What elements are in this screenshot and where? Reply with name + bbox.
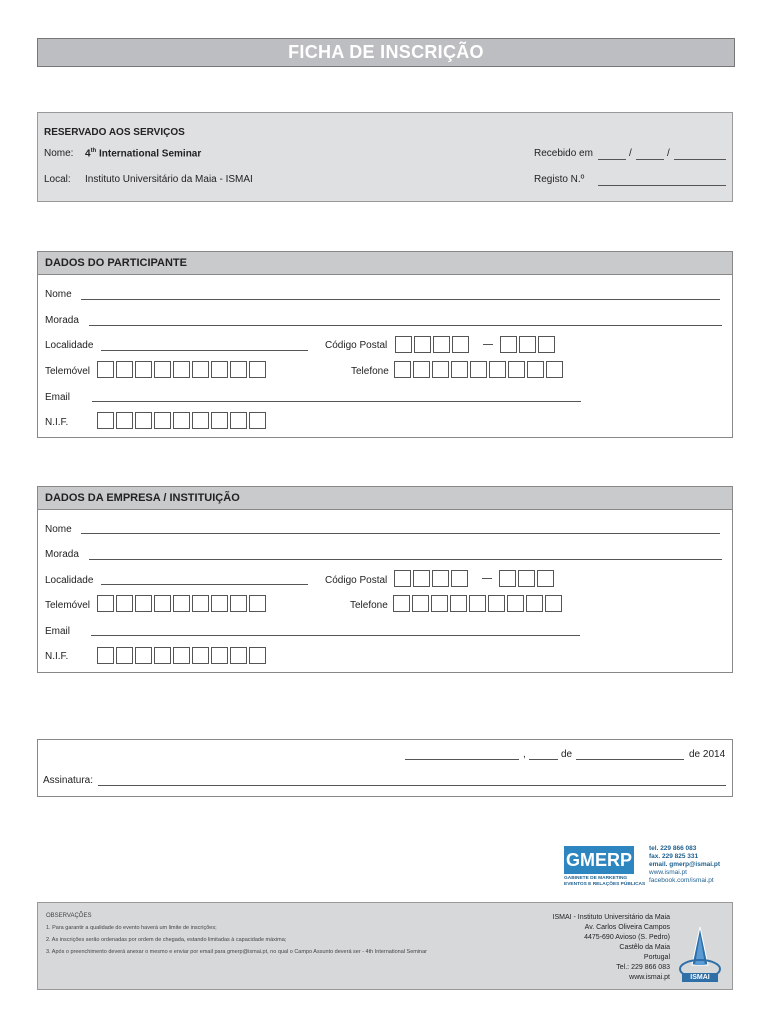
participante-nome-field[interactable] [81, 299, 720, 300]
empresa-email-field[interactable] [91, 635, 580, 636]
empresa-section [37, 486, 733, 673]
gmerp-facebook[interactable]: facebook.com/ismai.pt [649, 877, 714, 884]
empresa-heading: DADOS DA EMPRESA / INSTITUIÇÃO [38, 487, 732, 510]
reserved-nome-value: 4th International Seminar [85, 148, 202, 160]
empresa-telemovel-label: Telemóvel [45, 600, 91, 611]
gmerp-logo-subtitle: GABINETE DE MARKETING EVENTOS E RELAÇÕES PÚBLICAS [564, 876, 646, 887]
footer [37, 902, 733, 990]
participante-nome-label: Nome [45, 289, 72, 300]
registo-label: Registo N.º [534, 174, 585, 185]
signature-place-field[interactable] [405, 759, 519, 760]
signature-section [37, 739, 733, 797]
empresa-cp-boxes-1[interactable] [394, 570, 468, 587]
reserved-local-value: Instituto Universitário da Maia - ISMAI [85, 174, 253, 185]
participante-telemovel-label: Telemóvel [45, 366, 91, 377]
reserved-heading: RESERVADO AOS SERVIÇOS [44, 127, 185, 138]
empresa-telemovel-boxes[interactable] [97, 595, 266, 612]
empresa-telefone-boxes[interactable] [393, 595, 562, 612]
signature-day-field[interactable] [529, 759, 558, 760]
participante-localidade-label: Localidade [45, 340, 94, 351]
empresa-morada-field[interactable] [89, 559, 722, 560]
empresa-nif-label: N.I.F. [45, 651, 69, 662]
empresa-telefone-label: Telefone [350, 600, 388, 611]
gmerp-email[interactable]: email. gmerp@ismai.pt [649, 861, 720, 868]
empresa-nif-boxes[interactable] [97, 647, 266, 664]
participante-email-label: Email [45, 392, 71, 403]
gmerp-contacts [649, 845, 720, 885]
participante-cp-label: Código Postal [325, 340, 388, 351]
empresa-email-label: Email [45, 626, 71, 637]
participante-nif-label: N.I.F. [45, 417, 69, 428]
date-slash-1: / [629, 148, 632, 159]
participante-cp-boxes-1[interactable] [395, 336, 469, 353]
empresa-localidade-label: Localidade [45, 575, 94, 586]
empresa-cp-label: Código Postal [325, 575, 388, 586]
reserved-local-label: Local: [44, 174, 71, 185]
signature-comma: , [523, 749, 526, 760]
cp-dash [482, 578, 492, 579]
registo-field[interactable] [598, 185, 726, 186]
gmerp-web[interactable]: www.ismai.pt [649, 869, 687, 876]
signature-de-label: de [561, 749, 573, 760]
obs-item-1: 1. Para garantir a qualidade do evento haverá um limite de inscrições; [46, 925, 217, 931]
participante-section [37, 251, 733, 438]
ismai-logo-text: ISMAI [690, 974, 710, 981]
page-title: FICHA DE INSCRIÇÃO [37, 38, 735, 67]
reserved-section [37, 112, 733, 202]
gmerp-logo: GMERP [564, 846, 634, 874]
empresa-cp-boxes-2[interactable] [499, 570, 554, 587]
cp-dash [483, 344, 493, 345]
assinatura-field[interactable] [98, 785, 726, 786]
signature-month-field[interactable] [576, 759, 684, 760]
obs-item-2: 2. As inscrições serão ordenadas por ordem de chegada, estando limitadas à capacidade máxima; [46, 937, 287, 943]
assinatura-label: Assinatura: [43, 775, 94, 786]
signature-year-label: de 2014 [689, 749, 726, 760]
ismai-address: ISMAI - Instituto Universitário da Maia Av. Carlos Oliveira Campos 4475-690 Avioso (S. Pedro) Castêlo da Maia Portugal Tel.: 229 866 083 www.ismai.pt [552, 914, 670, 981]
gmerp-fax: fax. 229 825 331 [649, 853, 699, 860]
recebido-day-field[interactable] [598, 159, 626, 160]
participante-localidade-field[interactable] [101, 350, 308, 351]
gmerp-tel: tel. 229 866 083 [649, 845, 697, 852]
recebido-year-field[interactable] [674, 159, 726, 160]
obs-item-3: 3. Após o preenchimento deverá anexar o mesmo e enviar por email para gmerp@ismai.pt, no qual o Campo Assunto deverá ser - 4th International Seminar [46, 949, 428, 955]
participante-morada-field[interactable] [89, 325, 722, 326]
participante-telemovel-boxes[interactable] [97, 361, 266, 378]
date-slash-2: / [667, 148, 670, 159]
participante-email-field[interactable] [92, 401, 581, 402]
participante-telefone-boxes[interactable] [394, 361, 563, 378]
participante-cp-boxes-2[interactable] [500, 336, 555, 353]
empresa-nome-field[interactable] [81, 533, 720, 534]
reserved-nome-label: Nome: [44, 148, 74, 159]
empresa-morada-label: Morada [45, 549, 79, 560]
empresa-localidade-field[interactable] [101, 584, 308, 585]
empresa-nome-label: Nome [45, 524, 72, 535]
participante-heading: DADOS DO PARTICIPANTE [38, 252, 732, 275]
participante-morada-label: Morada [45, 315, 79, 326]
participante-telefone-label: Telefone [351, 366, 389, 377]
recebido-month-field[interactable] [636, 159, 664, 160]
obs-title: OBSERVAÇÕES [46, 913, 92, 919]
participante-nif-boxes[interactable] [97, 412, 266, 429]
recebido-label: Recebido em [534, 148, 593, 159]
ismai-logo [678, 925, 722, 987]
